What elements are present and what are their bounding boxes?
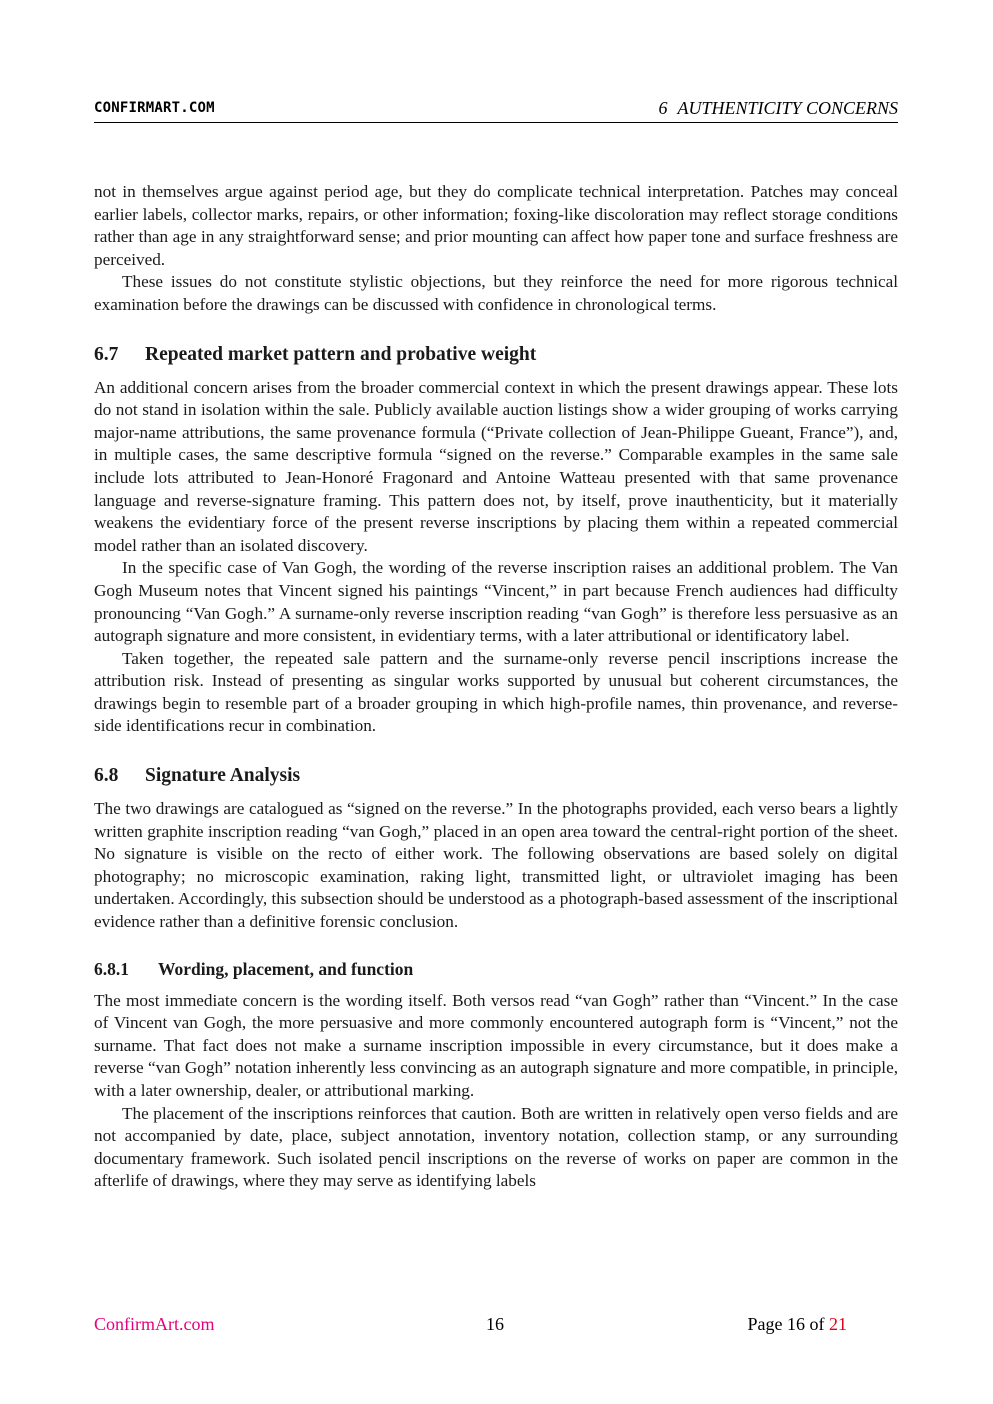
footer-page-of — [748, 1314, 847, 1335]
section-number: 6.7 — [94, 343, 119, 365]
paragraph: An additional concern arises from the broader commercial context in which the present drawings appear. These lots do not stand in isolation within the sale. Publicly available auction listings show a wider grouping of works carrying major-name attributions, the same provenance formula (“Private collection of Jean-Philippe Gueant, France”), and, in multiple cases, the same descriptive formula “signed on the reverse.” Comparable examples in the same sale include lots attributed to Jean-Honoré Fragonard and Antoine Watteau presented with that same provenance language and reverse-signature framing. This pattern does not, by itself, prove inauthenticity, but it materially weakens the evidentiary force of the present reverse inscriptions by placing them within a repeated commercial model rather than an isolated discovery. — [94, 377, 898, 555]
subsection-number: 6.8.1 — [94, 958, 129, 979]
paragraph: In the specific case of Van Gogh, the wording of the reverse inscription raises an additional problem. The Van Gogh Museum notes that Vincent signed his paintings “Vincent,” in part because French audiences had difficulty pronouncing “Van Gogh.” A surname-only reverse inscription reading “van Gogh” is therefore less persuasive as an autograph signature and more consistent, in evidentiary terms, with a later attributional or identificatory label. — [94, 558, 898, 646]
paragraph: The most immediate concern is the wording itself. Both versos read “van Gogh” rather than “Vincent.” In the case of Vincent van Gogh, the more persuasive and more commonly encountered autograph form is “Vincent,” not the surname. That fact does not make a surname inscription impossible in every circumstance, but it does make a reverse “van Gogh” notation inherently less convincing as an autograph signature and more compatible, in principle, with a later ownership, dealer, or attributional marking. — [94, 990, 898, 1100]
running-header — [94, 98, 898, 123]
subsection-heading-6-8-1 — [94, 958, 898, 980]
body-text — [94, 181, 898, 1193]
site-logo: CONFIRMART.COM — [94, 100, 215, 116]
footer-page-number: 16 — [486, 1314, 504, 1334]
running-section-title — [658, 98, 898, 119]
section-number: 6.8 — [94, 765, 119, 787]
footer-page-of-prefix: Page 16 of — [747, 1314, 829, 1334]
subsection-title: Wording, placement, and function — [158, 958, 414, 979]
page-footer — [94, 1314, 898, 1340]
paragraph: not in themselves argue against period age, but they do complicate technical interpretation. Patches may conceal earlier labels, collector marks, repairs, or other information; foxing-like discoloration may reflect storage conditions rather than age in any straightforward sense; and prior mounting can affect how paper tone and surface freshness are perceived. — [94, 182, 898, 269]
paragraph: The two drawings are catalogued as “signed on the reverse.” In the photographs provided, each verso bears a lightly written graphite inscription reading “van Gogh,” placed in an open area toward the central-right portion of the sheet. No signature is visible on the recto of either work. The following observations are based solely on digital photography; no microscopic examination, raking light, transmitted light, or ultraviolet imaging has been undertaken. Accordingly, this subsection should be understood as a photograph-based assessment of the inscriptional evidence rather than a definitive forensic conclusion. — [94, 799, 898, 932]
paragraph: The placement of the inscriptions reinforces that caution. Both are written in relatively open verso fields and are not accompanied by date, place, subject annotation, inventory notation, collection stamp, or any surrounding documentary framework. Such isolated pencil inscriptions on the reverse of works on paper are common in the afterlife of drawings, where they may serve as identifying labels — [94, 1103, 898, 1191]
footer-site-link[interactable]: ConfirmArt.com — [94, 1314, 215, 1334]
footer-page-total-link[interactable]: 21 — [829, 1314, 847, 1334]
paragraph: Taken together, the repeated sale pattern and the surname-only reverse pencil inscriptions increase the attribution risk. Instead of presenting as singular works supported by unusual but coherent circumstances, the drawings begin to resemble part of a broader grouping in which high-profile names, thin provenance, and reverse-side identifications recur in combination. — [94, 648, 898, 736]
paragraph: These issues do not constitute stylistic objections, but they reinforce the need for more rigorous technical examination before the drawings can be discussed with confidence in chronological terms. — [94, 272, 898, 314]
running-section-label: AUTHENTICITY CONCERNS — [677, 98, 898, 118]
document-page — [94, 0, 898, 1404]
section-heading-6-8 — [94, 764, 898, 788]
section-title: Repeated market pattern and probative weight — [145, 343, 537, 365]
running-section-number: 6 — [658, 98, 668, 118]
section-title: Signature Analysis — [145, 765, 301, 787]
section-heading-6-7 — [94, 343, 898, 367]
